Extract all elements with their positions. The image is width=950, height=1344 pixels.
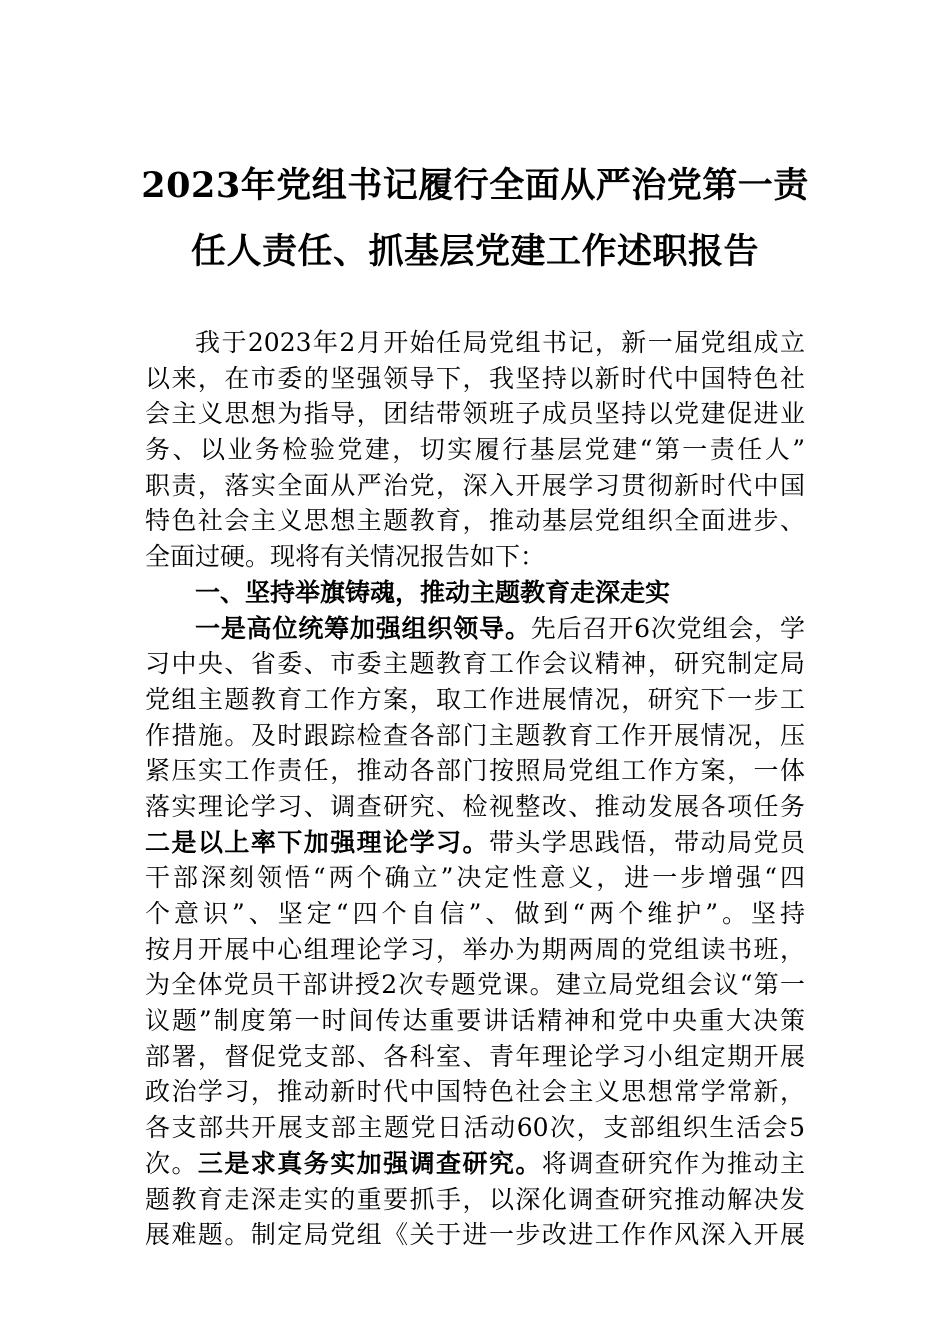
paragraph-3-first-rest: 将调查研究作为推动主	[541, 1148, 805, 1178]
section-heading: 一、坚持举旗铸魂，推动主题教育走深走实	[195, 577, 671, 607]
paragraph-3-lead: 三是求真务实加强调查研究。	[197, 1148, 542, 1178]
intro-line: 务、以业务检验党建，切实履行基层党建“第一责任人”	[145, 435, 805, 465]
paragraph-2-lead: 二是以上率下加强理论学习。	[145, 827, 489, 857]
paragraph-2-first-rest: 带头学思践悟，带动局党员	[488, 827, 805, 857]
paragraph-1-lead: 一是高位统筹加强组织领导。	[195, 613, 531, 643]
intro-line: 以来，在市委的坚强领导下，我坚持以新时代中国特色社	[145, 363, 805, 393]
paragraph-3-line: 展难题。制定局党组《关于进一步改进工作作风深入开展	[145, 1220, 805, 1250]
paragraph-1-line: 习中央、省委、市委主题教育工作会议精神，研究制定局	[145, 649, 805, 679]
document-title-line-2: 任人责任、抓基层党建工作述职报告	[190, 231, 759, 272]
paragraph-2-first-line	[145, 825, 805, 861]
intro-line: 会主义思想为指导，团结带领班子成员坚持以党建促进业	[145, 399, 805, 429]
intro-line: 职责，落实全面从严治党，深入开展学习贯彻新时代中国	[145, 470, 805, 500]
paragraph-1-line: 作措施。及时跟踪检查各部门主题教育工作开展情况，压	[145, 720, 805, 750]
paragraph-2-line: 为全体党员干部讲授2次专题党课。建立局党组会议“第一	[145, 970, 805, 1000]
paragraph-2-line: 政治学习，推动新时代中国特色社会主义思想常学常新，	[145, 1077, 805, 1107]
paragraph-1-line: 党组主题教育工作方案，取工作进展情况，研究下一步工	[145, 684, 805, 714]
paragraph-3-prefix: 次。	[145, 1148, 198, 1178]
paragraph-1-line: 紧压实工作责任，推动各部门按照局党组工作方案，一体	[145, 756, 805, 786]
paragraph-2-line: 部署，督促党支部、各科室、青年理论学习小组定期开展	[145, 1041, 805, 1071]
paragraph-1-first-line	[145, 611, 805, 647]
paragraph-2-line: 各支部共开展支部主题党日活动60次，支部组织生活会5	[145, 1113, 805, 1143]
paragraph-2-line: 干部深刻领悟“两个确立”决定性意义，进一步增强“四	[145, 863, 805, 893]
paragraph-3-line: 题教育走深走实的重要抓手，以深化调查研究推动解决发	[145, 1184, 805, 1214]
paragraph-1-first-rest: 先后召开6次党组会，学	[530, 613, 805, 643]
paragraph-1-line: 落实理论学习、调查研究、检视整改、推动发展各项任务	[145, 791, 805, 821]
document-body	[145, 325, 805, 1253]
paragraph-2-line: 个意识”、坚定“四个自信”、做到“两个维护”。坚持	[145, 899, 805, 928]
intro-line: 特色社会主义思想主题教育，推动基层党组织全面进步、	[145, 506, 805, 536]
intro-line: 我于2023年2月开始任局党组书记，新一届党组成立	[195, 328, 805, 357]
document-title-line-1: 2023年党组书记履行全面从严治党第一责	[141, 165, 809, 206]
paragraph-2-line: 议题”制度第一时间传达重要讲话精神和党中央重大决策	[145, 1006, 805, 1036]
paragraph-3-first-line	[145, 1146, 805, 1182]
paragraph-2-line: 按月开展中心组理论学习，举办为期两周的党组读书班，	[145, 934, 805, 964]
intro-line: 全面过硬。现将有关情况报告如下：	[145, 542, 546, 572]
